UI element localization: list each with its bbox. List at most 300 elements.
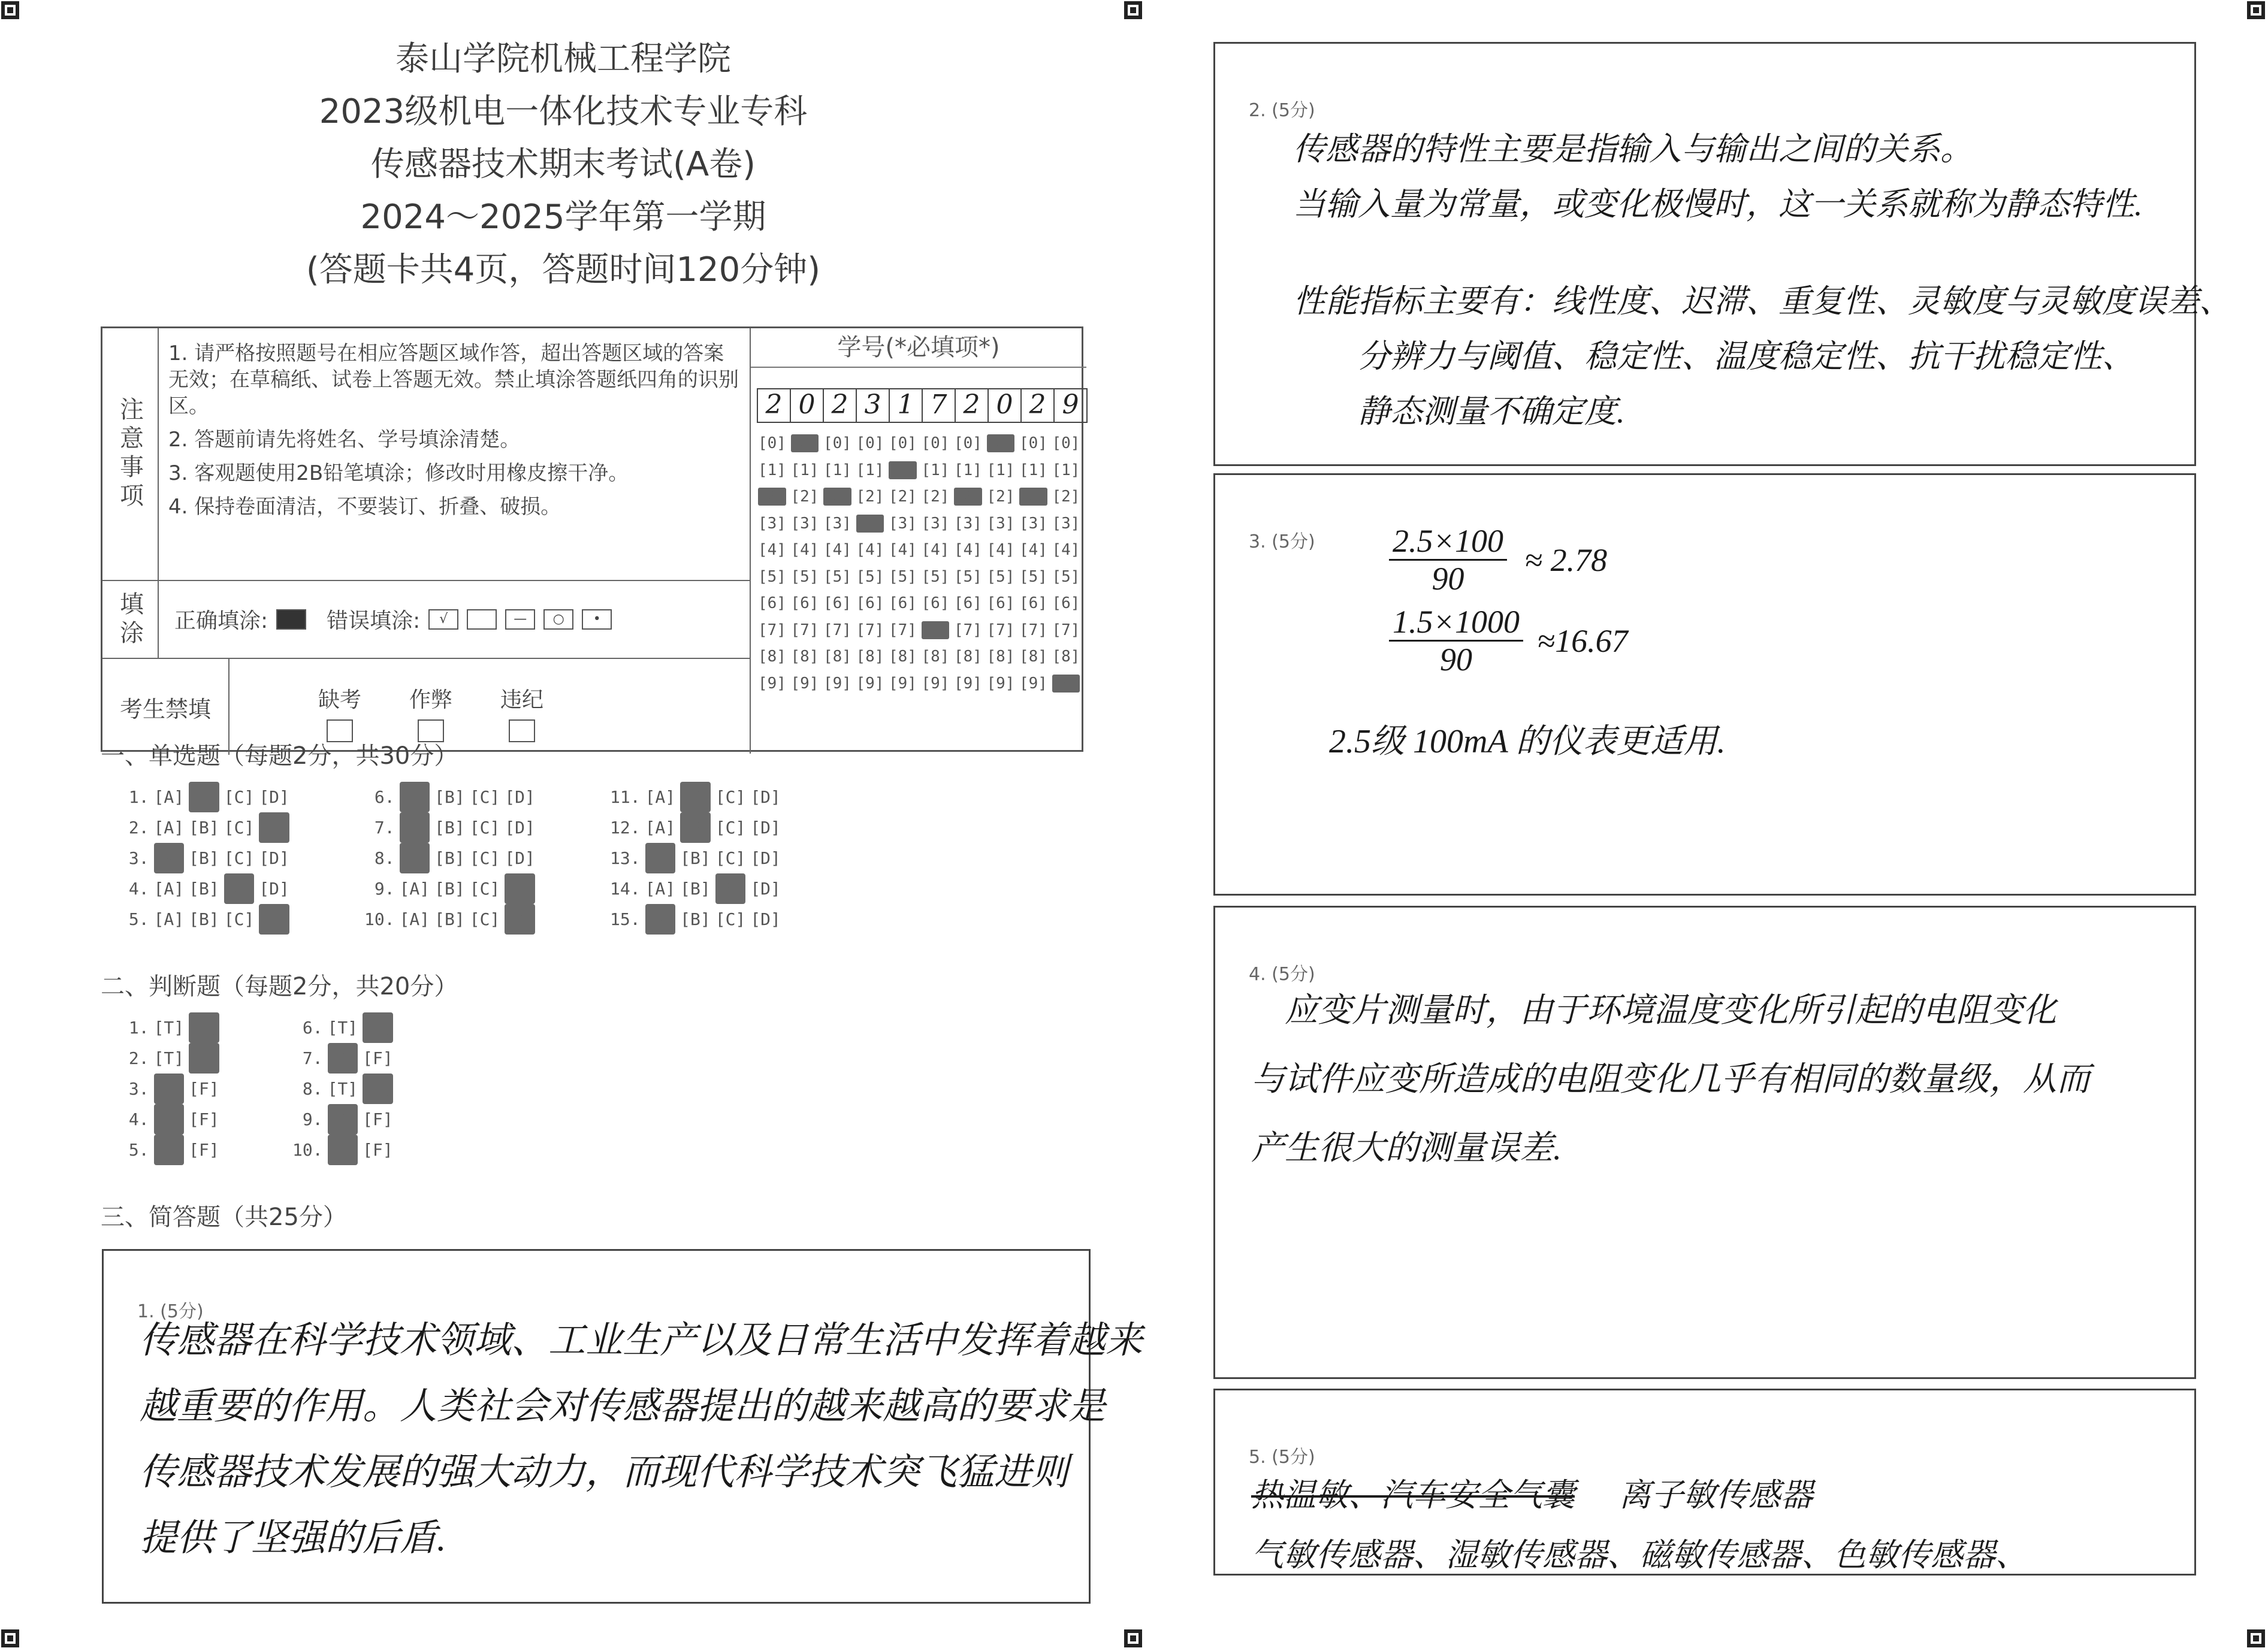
choice-bubble[interactable]: [D] — [505, 787, 535, 807]
choice-bubble[interactable]: [C] — [715, 787, 746, 807]
fill-examples — [174, 604, 612, 634]
choice-bubble[interactable]: [T] — [327, 1018, 358, 1038]
id-bubble[interactable]: [8] — [758, 648, 786, 666]
id-bubble[interactable]: [1] — [856, 461, 884, 479]
choice-bubble[interactable]: [D] — [505, 818, 535, 837]
id-bubble[interactable]: [1] — [1019, 461, 1047, 479]
wrong-fill-sample — [467, 609, 497, 630]
id-bubble[interactable]: [2] — [1019, 488, 1047, 506]
choice-bubble[interactable]: [A] — [645, 843, 676, 873]
id-bubble-row — [758, 537, 1086, 564]
choice-bubble[interactable]: [C] — [469, 848, 500, 868]
id-bubble[interactable]: [6] — [889, 594, 917, 613]
info-box — [101, 326, 1083, 752]
answer-line: 提供了坚强的后盾. — [140, 1518, 446, 1559]
student-id-digit[interactable]: 1 — [889, 388, 923, 423]
choice-bubble[interactable]: [A] — [400, 782, 430, 812]
notice-text — [168, 340, 744, 527]
fraction-numerator: 1.5×1000 — [1389, 604, 1523, 642]
id-bubble[interactable]: [8] — [986, 648, 1015, 666]
choice-bubble[interactable]: [A] — [153, 879, 185, 899]
student-id-digits — [757, 388, 1086, 423]
ban-checkbox[interactable] — [509, 719, 535, 742]
choice-bubble[interactable]: [B] — [434, 848, 465, 868]
choice-bubble[interactable]: [T] — [154, 1135, 185, 1165]
choice-bubble[interactable]: [B] — [189, 848, 219, 868]
id-bubble[interactable]: [5] — [889, 567, 917, 586]
choice-bubble[interactable]: [F] — [363, 1140, 393, 1160]
wrong-fill-sample: — — [505, 609, 535, 630]
choice-bubble[interactable]: [C] — [224, 909, 255, 929]
choice-bubble[interactable]: [A] — [400, 843, 430, 873]
answer-box-q3[interactable] — [1213, 473, 2196, 896]
answer-line: 性能指标主要有：线性度、迟滞、重复性、灵敏度与灵敏度误差、 — [1293, 283, 2231, 319]
calculation-2 — [1389, 604, 1628, 678]
choice-row — [119, 782, 856, 812]
question-number: 5. — [119, 909, 149, 929]
choice-question — [364, 904, 610, 935]
id-bubble[interactable]: [3] — [1019, 514, 1047, 533]
choice-bubble[interactable]: [A] — [153, 787, 185, 807]
choice-bubble[interactable]: [B] — [434, 818, 465, 837]
id-bubble[interactable]: [1] — [954, 461, 982, 479]
exam-header — [96, 33, 1031, 297]
id-bubble[interactable]: [7] — [1052, 621, 1080, 639]
id-bubble[interactable]: [6] — [823, 594, 851, 613]
choice-bubble[interactable]: [F] — [189, 1140, 219, 1160]
id-bubble[interactable]: [6] — [921, 594, 950, 613]
notice-label: 注意事项 — [116, 397, 144, 512]
id-bubble[interactable]: [1] — [921, 461, 950, 479]
choice-bubble[interactable]: [B] — [680, 782, 711, 812]
choice-bubble[interactable]: [T] — [153, 1048, 185, 1068]
student-id-title: 学号(*必填项*) — [751, 328, 1086, 368]
choice-question — [364, 843, 610, 873]
id-bubble[interactable]: [9] — [921, 674, 950, 693]
notice-item: 4. 保持卷面清洁，不要装订、折叠、破损。 — [168, 495, 561, 519]
id-bubble[interactable]: [0] — [986, 434, 1015, 453]
choice-question — [292, 1074, 466, 1104]
choice-bubble[interactable]: [B] — [189, 818, 219, 837]
question-number: 9. — [364, 879, 395, 899]
question-label: 4. (5分) — [1249, 964, 1315, 985]
choice-bubble[interactable]: [D] — [750, 879, 781, 899]
answer-line — [1293, 232, 2231, 274]
id-bubble[interactable]: [6] — [986, 594, 1015, 613]
id-bubble[interactable]: [8] — [1052, 648, 1080, 666]
answer-line: 传感器的特性主要是指输入与输出之间的关系。 — [1293, 131, 1973, 167]
corner-marker-icon — [0, 1628, 20, 1649]
id-bubble[interactable]: [2] — [986, 488, 1015, 506]
id-bubble-row — [758, 643, 1086, 670]
question-number: 2. — [119, 1048, 149, 1068]
choice-bubble[interactable]: [T] — [154, 1104, 185, 1135]
choice-bubble[interactable]: [B] — [189, 909, 219, 929]
id-bubble[interactable]: [8] — [1019, 648, 1047, 666]
id-bubble[interactable]: [8] — [954, 648, 982, 666]
choice-row — [119, 843, 856, 873]
id-bubble[interactable]: [3] — [921, 514, 950, 533]
ban-items — [318, 683, 543, 742]
id-bubble[interactable]: [0] — [856, 434, 884, 453]
choice-bubble[interactable]: [A] — [153, 818, 185, 837]
choice-row — [119, 873, 856, 904]
id-bubble[interactable]: [5] — [954, 567, 982, 586]
choice-bubble[interactable]: [A] — [154, 843, 185, 873]
handwritten-answer — [1251, 1465, 2028, 1585]
student-id-digit[interactable]: 2 — [757, 388, 791, 423]
id-bubble[interactable]: [4] — [790, 541, 819, 560]
choice-row — [119, 1074, 466, 1104]
id-bubble[interactable]: [0] — [1052, 434, 1080, 453]
notice-item: 2. 答题前请先将姓名、学号填涂清楚。 — [168, 428, 521, 452]
choice-question — [292, 1043, 466, 1074]
answer-line: 应变片测量时，由于环境温度变化所引起的电阻变化 — [1251, 992, 2056, 1029]
id-bubble[interactable]: [3] — [790, 514, 819, 533]
id-bubble[interactable]: [0] — [1019, 434, 1047, 453]
answer-box-q2[interactable] — [1213, 42, 2231, 466]
wrong-fill-sample: ○ — [543, 609, 573, 630]
choice-question — [292, 1012, 466, 1043]
student-id-digit[interactable]: 0 — [790, 388, 824, 423]
student-id-digit[interactable]: 3 — [856, 388, 890, 423]
exam-note: (答题卡共4页，答题时间120分钟) — [306, 250, 821, 289]
ban-item-label: 缺考 — [318, 688, 362, 712]
id-bubble[interactable]: [8] — [889, 648, 917, 666]
id-bubble[interactable]: [5] — [921, 567, 950, 586]
answer-line: 与试件应变所造成的电阻变化几乎有相同的数量级，从而 — [1251, 1061, 2090, 1098]
id-bubble[interactable]: [2] — [823, 488, 851, 506]
id-bubble[interactable]: [5] — [1052, 567, 1080, 586]
choice-bubble[interactable]: [D] — [750, 818, 781, 837]
choice-question — [364, 873, 610, 904]
ban-item — [409, 683, 452, 742]
id-bubble[interactable]: [4] — [758, 541, 786, 560]
id-bubble[interactable]: [9] — [986, 674, 1015, 693]
choice-bubble[interactable]: [D] — [750, 848, 781, 868]
ban-item-label: 违纪 — [500, 688, 544, 712]
id-bubble[interactable]: [2] — [1052, 488, 1080, 506]
choice-bubble[interactable]: [B] — [189, 782, 219, 812]
question-number: 8. — [364, 848, 395, 868]
choice-bubble[interactable]: [B] — [680, 909, 711, 929]
choice-bubble[interactable]: [B] — [434, 787, 465, 807]
id-bubble[interactable]: [7] — [921, 621, 950, 639]
exam-term: 2024～2025学年第一学期 — [360, 198, 766, 237]
student-id-digit[interactable]: 0 — [987, 388, 1022, 423]
choice-question — [119, 1135, 292, 1165]
id-bubble[interactable]: [3] — [823, 514, 851, 533]
id-bubble[interactable]: [5] — [986, 567, 1015, 586]
id-bubble[interactable]: [2] — [889, 488, 917, 506]
id-bubble[interactable]: [6] — [1052, 594, 1080, 613]
id-bubble[interactable]: [0] — [790, 434, 819, 453]
id-bubble[interactable]: [4] — [1052, 541, 1080, 560]
question-number: 10. — [364, 909, 395, 929]
choice-bubble[interactable]: [D] — [259, 848, 289, 868]
choice-bubble[interactable]: [C] — [224, 873, 255, 904]
choice-bubble[interactable]: [D] — [750, 787, 781, 807]
question-label: 3. (5分) — [1249, 531, 1315, 552]
question-label: 1. (5分) — [137, 1301, 204, 1322]
wrong-fill-sample: • — [582, 609, 612, 630]
id-bubble[interactable]: [6] — [856, 594, 884, 613]
choice-bubble[interactable]: [D] — [259, 904, 289, 935]
fraction-denominator: 90 — [1432, 561, 1464, 597]
id-bubble[interactable]: [3] — [758, 514, 786, 533]
choice-bubble[interactable]: [T] — [328, 1135, 358, 1165]
choice-bubble[interactable]: [B] — [189, 879, 219, 899]
id-bubble[interactable]: [9] — [758, 674, 786, 693]
choice-bubble[interactable]: [B] — [434, 879, 465, 899]
ban-label: 考生禁填 — [102, 659, 229, 755]
choice-question — [119, 1043, 292, 1074]
question-number: 13. — [610, 848, 641, 868]
choice-question — [610, 904, 856, 935]
choice-question — [119, 1104, 292, 1135]
id-bubble[interactable]: [1] — [790, 461, 819, 479]
choice-bubble[interactable]: [A] — [153, 909, 185, 929]
id-bubble[interactable]: [2] — [856, 488, 884, 506]
choice-bubble[interactable]: [B] — [680, 848, 711, 868]
choice-bubble[interactable]: [A] — [645, 818, 676, 837]
choice-row — [119, 1135, 466, 1165]
choice-bubble[interactable]: [D] — [259, 812, 289, 843]
id-bubble[interactable]: [8] — [823, 648, 851, 666]
id-bubble[interactable]: [9] — [856, 674, 884, 693]
id-bubble[interactable]: [9] — [823, 674, 851, 693]
id-bubble[interactable]: [7] — [758, 621, 786, 639]
answer-line: 传感器技术发展的强大动力，而现代科学技术突飞猛进则 — [140, 1452, 1069, 1493]
id-bubble[interactable]: [4] — [856, 541, 884, 560]
choice-bubble[interactable]: [A] — [645, 787, 676, 807]
answer-line: 分辨力与阈值、稳定性、温度稳定性、抗干扰稳定性、 — [1293, 338, 2134, 374]
ban-item — [500, 683, 543, 742]
id-bubble-row — [758, 510, 1086, 537]
section-title-single: 一、单选题（每题2分，共30分） — [101, 742, 458, 770]
question-number: 15. — [610, 909, 641, 929]
answer-box-q5[interactable] — [1213, 1389, 2196, 1576]
choice-bubble[interactable]: [F] — [363, 1109, 393, 1129]
choice-bubble[interactable]: [C] — [469, 818, 500, 837]
section-title-short: 三、简答题（共25分） — [101, 1204, 347, 1231]
choice-bubble[interactable]: [B] — [680, 812, 711, 843]
choice-question — [119, 1074, 292, 1104]
answer-box-q1[interactable] — [102, 1249, 1143, 1604]
handwritten-answer — [140, 1308, 1143, 1571]
answer-line: 产生很大的测量误差. — [1251, 1130, 1562, 1167]
id-bubble[interactable]: [7] — [986, 621, 1015, 639]
id-bubble[interactable]: [5] — [823, 567, 851, 586]
id-bubble[interactable]: [4] — [889, 541, 917, 560]
id-bubble[interactable]: [9] — [889, 674, 917, 693]
id-bubble[interactable]: [0] — [954, 434, 982, 453]
student-id-digit[interactable]: 2 — [955, 388, 989, 423]
choice-question — [610, 843, 856, 873]
choice-bubble[interactable]: [F] — [189, 1079, 219, 1099]
choice-bubble[interactable]: [F] — [189, 1109, 219, 1129]
student-id-digit[interactable]: 7 — [922, 388, 956, 423]
id-bubble[interactable]: [1] — [823, 461, 851, 479]
id-bubble[interactable]: [0] — [758, 434, 786, 453]
id-bubble[interactable]: [1] — [1052, 461, 1080, 479]
answer-line: 气敏传感器、湿敏传感器、磁敏传感器、色敏传感器、 — [1251, 1537, 2028, 1573]
id-bubble[interactable]: [9] — [954, 674, 982, 693]
id-bubble[interactable]: [4] — [921, 541, 950, 560]
calc-result: ≈16.67 — [1537, 622, 1628, 659]
question-label: 5. (5分) — [1249, 1447, 1315, 1468]
id-bubble[interactable]: [3] — [986, 514, 1015, 533]
choice-bubble[interactable]: [F] — [363, 1074, 393, 1104]
id-bubble[interactable]: [2] — [954, 488, 982, 506]
answer-line: 当输入量为常量，或变化极慢时，这一关系就称为静态特性. — [1293, 186, 2143, 222]
choice-bubble[interactable]: [D] — [505, 873, 535, 904]
id-bubble[interactable]: [2] — [758, 488, 786, 506]
choice-bubble[interactable]: [F] — [363, 1012, 393, 1043]
question-number: 8. — [292, 1079, 323, 1099]
notice-item: 3. 客观题使用2B铅笔填涂；修改时用橡皮擦干净。 — [168, 461, 629, 485]
id-bubble[interactable]: [9] — [1019, 674, 1047, 693]
choice-question — [119, 904, 364, 935]
true-false-grid — [119, 1012, 466, 1165]
id-bubble[interactable]: [5] — [856, 567, 884, 586]
id-bubble[interactable]: [5] — [1019, 567, 1047, 586]
question-number: 10. — [292, 1140, 323, 1160]
choice-bubble[interactable]: [C] — [715, 909, 746, 929]
question-number: 11. — [610, 787, 641, 807]
choice-bubble[interactable]: [D] — [750, 909, 781, 929]
choice-bubble[interactable]: [T] — [328, 1104, 358, 1135]
choice-question — [610, 782, 856, 812]
id-bubble[interactable]: [4] — [986, 541, 1015, 560]
id-bubble[interactable]: [4] — [823, 541, 851, 560]
choice-bubble[interactable]: [T] — [327, 1079, 358, 1099]
id-bubble[interactable]: [7] — [790, 621, 819, 639]
id-bubble[interactable]: [8] — [790, 648, 819, 666]
id-bubble-row — [758, 483, 1086, 510]
choice-bubble[interactable]: [F] — [189, 1043, 219, 1074]
id-bubble[interactable]: [0] — [889, 434, 917, 453]
id-bubble[interactable]: [7] — [856, 621, 884, 639]
choice-bubble[interactable]: [C] — [715, 848, 746, 868]
id-bubble[interactable]: [8] — [921, 648, 950, 666]
id-bubble[interactable]: [7] — [1019, 621, 1047, 639]
answer-line: 静态测量不确定度. — [1293, 394, 1625, 430]
answer-box-q4[interactable] — [1213, 906, 2196, 1379]
choice-question — [119, 812, 364, 843]
id-bubble[interactable]: [3] — [856, 514, 884, 533]
id-bubble[interactable]: [6] — [758, 594, 786, 613]
id-bubble[interactable]: [1] — [986, 461, 1015, 479]
choice-bubble[interactable]: [C] — [224, 848, 255, 868]
choice-bubble[interactable]: [D] — [259, 879, 289, 899]
id-bubble[interactable]: [6] — [954, 594, 982, 613]
id-bubble[interactable]: [4] — [1019, 541, 1047, 560]
correct-fill-sample — [276, 609, 306, 630]
id-bubble[interactable]: [3] — [889, 514, 917, 533]
question-number: 14. — [610, 879, 641, 899]
choice-bubble[interactable]: [C] — [715, 818, 746, 837]
id-bubble[interactable]: [2] — [790, 488, 819, 506]
choice-bubble[interactable]: [D] — [505, 848, 535, 868]
choice-bubble[interactable]: [C] — [469, 909, 500, 929]
choice-bubble[interactable]: [F] — [363, 1048, 393, 1068]
choice-bubble[interactable]: [A] — [645, 879, 676, 899]
choice-bubble[interactable]: [T] — [153, 1018, 185, 1038]
wrong-fill-sample: √ — [428, 609, 458, 630]
choice-question — [119, 1012, 292, 1043]
choice-row — [119, 1043, 466, 1074]
left-page — [96, 33, 1143, 1559]
id-bubble[interactable]: [1] — [758, 461, 786, 479]
fraction-numerator: 2.5×100 — [1389, 523, 1507, 561]
choice-bubble[interactable]: [T] — [154, 1074, 185, 1104]
id-bubble[interactable]: [5] — [758, 567, 786, 586]
choice-bubble[interactable]: [C] — [469, 879, 500, 899]
id-bubble[interactable]: [4] — [954, 541, 982, 560]
choice-bubble[interactable]: [A] — [400, 812, 430, 843]
id-bubble[interactable]: [0] — [921, 434, 950, 453]
id-bubble[interactable]: [3] — [954, 514, 982, 533]
id-bubble[interactable]: [2] — [921, 488, 950, 506]
id-bubble-row — [758, 457, 1086, 484]
calc-result: ≈ 2.78 — [1524, 542, 1608, 578]
student-id-digit[interactable]: 9 — [1053, 388, 1088, 423]
ban-item-label: 作弊 — [409, 688, 453, 712]
choice-row — [119, 1104, 466, 1135]
id-bubble[interactable]: [3] — [1052, 514, 1080, 533]
id-bubble[interactable]: [5] — [790, 567, 819, 586]
choice-bubble[interactable]: [C] — [715, 873, 746, 904]
choice-bubble[interactable]: [B] — [680, 879, 711, 899]
id-bubble[interactable]: [7] — [823, 621, 851, 639]
correct-fill-label: 正确填涂: — [174, 609, 268, 633]
id-bubble[interactable]: [9] — [1052, 674, 1080, 693]
id-bubble[interactable]: [6] — [790, 594, 819, 613]
id-bubble[interactable]: [7] — [889, 621, 917, 639]
question-number: 3. — [119, 848, 149, 868]
choice-bubble[interactable]: [C] — [469, 787, 500, 807]
student-id-digit[interactable]: 2 — [823, 388, 857, 423]
question-number: 5. — [119, 1140, 149, 1160]
question-number: 1. — [119, 787, 149, 807]
choice-bubble[interactable]: [D] — [259, 787, 289, 807]
choice-bubble[interactable]: [A] — [399, 909, 430, 929]
choice-bubble[interactable]: [D] — [505, 904, 535, 935]
question-number: 12. — [610, 818, 641, 837]
id-bubble[interactable]: [9] — [790, 674, 819, 693]
choice-bubble[interactable]: [B] — [434, 909, 465, 929]
choice-bubble[interactable]: [C] — [224, 818, 255, 837]
choice-question — [292, 1104, 466, 1135]
choice-bubble[interactable]: [A] — [399, 879, 430, 899]
student-id-digit[interactable]: 2 — [1020, 388, 1055, 423]
student-id-bubble-grid — [758, 430, 1086, 697]
id-bubble[interactable]: [6] — [1019, 594, 1047, 613]
corner-marker-icon — [1123, 1628, 1143, 1649]
choice-question — [292, 1135, 466, 1165]
choice-bubble[interactable]: [F] — [189, 1012, 219, 1043]
id-bubble[interactable]: [7] — [954, 621, 982, 639]
choice-bubble[interactable]: [A] — [645, 904, 676, 935]
question-number: 7. — [292, 1048, 323, 1068]
id-bubble[interactable]: [0] — [823, 434, 851, 453]
id-bubble[interactable]: [8] — [856, 648, 884, 666]
choice-bubble[interactable]: [C] — [224, 787, 255, 807]
id-bubble[interactable]: [1] — [889, 461, 917, 479]
notice-item: 1. 请严格按照题号在相应答题区域作答，超出答题区域的答案无效；在草稿纸、试卷上答题无效。禁止填涂答题纸四角的识别区。 — [168, 341, 739, 418]
choice-bubble[interactable]: [T] — [328, 1043, 358, 1074]
